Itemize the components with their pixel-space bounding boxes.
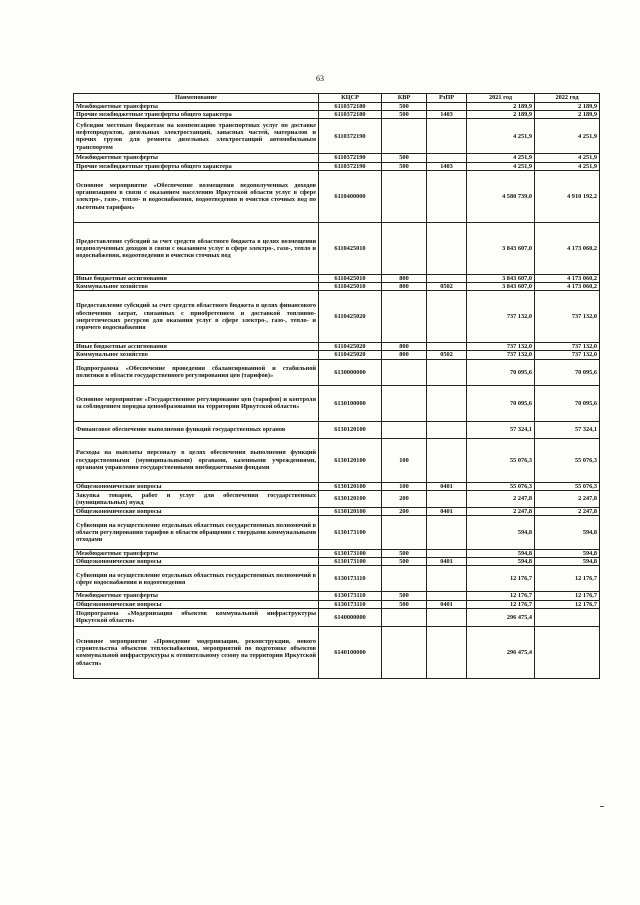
table-row xyxy=(74,550,600,558)
row-kcsr: 6130173100 xyxy=(319,550,382,558)
row-2021: 296 475,4 xyxy=(467,608,535,626)
row-name: Прочие межбюджетные трансферты общего характера xyxy=(74,162,319,170)
row-2022: 2 189,9 xyxy=(535,103,600,111)
row-rzpr xyxy=(427,222,467,274)
row-rzpr xyxy=(427,103,467,111)
table-row xyxy=(74,626,600,678)
row-kvr xyxy=(382,516,427,550)
table-row xyxy=(74,343,600,351)
row-name: Общеэкономические вопросы xyxy=(74,482,319,490)
row-kvr: 800 xyxy=(382,283,427,291)
row-2022: 737 132,0 xyxy=(535,343,600,351)
row-kcsr: 6130120100 xyxy=(319,507,382,515)
row-kcsr: 6110425010 xyxy=(319,222,382,274)
row-rzpr xyxy=(427,421,467,438)
row-2021: 4 251,9 xyxy=(467,154,535,162)
row-name: Субвенции на осуществление отдельных областных государственных полномочий в области регулирования тарифов в области обращения с твердыми коммунальными отходами xyxy=(74,516,319,550)
row-2021: 70 095,6 xyxy=(467,359,535,385)
row-kcsr: 6110425010 xyxy=(319,274,382,282)
table-row xyxy=(74,592,600,600)
row-name: Основное мероприятие «Проведение модернизации, реконструкции, нового строительства объектов теплоснабжения, мероприятий по подготовке объектов коммунальной инфраструктуры к отопительному сезону на территории Иркутской области» xyxy=(74,626,319,678)
table-row xyxy=(74,482,600,490)
row-name: Предоставление субсидий за счет средств областного бюджета в целях финансового обеспечения затрат, связанных с приобретением и доставкой топливно-энергетических ресурсов для оказания услуг в сфере электро-, газо-, тепло- и горячего водоснабжения xyxy=(74,291,319,343)
row-rzpr xyxy=(427,626,467,678)
row-kvr: 800 xyxy=(382,351,427,359)
row-rzpr xyxy=(427,516,467,550)
row-name: Подпрограмма «Обеспечение проведения сбалансированной и стабильной политики в области государственного регулирования цен (тарифов)» xyxy=(74,359,319,385)
row-rzpr xyxy=(427,490,467,507)
row-rzpr: 1403 xyxy=(427,111,467,119)
row-name: Расходы на выплаты персоналу в целях обеспечения выполнения функций государственными (муниципальными) органами, казенными учреждениями, органами управления государственными внебюджетными фондами xyxy=(74,438,319,482)
row-kcsr: 6130173110 xyxy=(319,600,382,608)
row-kcsr: 6130100000 xyxy=(319,385,382,421)
row-2022: 57 324,1 xyxy=(535,421,600,438)
table-row xyxy=(74,516,600,550)
row-2021: 3 843 607,0 xyxy=(467,222,535,274)
row-2021: 4 251,9 xyxy=(467,119,535,154)
table-row xyxy=(74,170,600,222)
table-row xyxy=(74,154,600,162)
row-kcsr: 6110400000 xyxy=(319,170,382,222)
row-2022: 2 247,8 xyxy=(535,507,600,515)
row-rzpr xyxy=(427,608,467,626)
row-name: Субсидии местным бюджетам на компенсацию транспортных услуг по доставке нефтепродуктов, дизельных электростанций, запасных частей, материалов и прочих грузов для ремонта дизельных электростанций автомобильным транспортом xyxy=(74,119,319,154)
row-2021: 2 189,9 xyxy=(467,111,535,119)
row-2021: 12 176,7 xyxy=(467,566,535,592)
row-kcsr: 6130173100 xyxy=(319,558,382,566)
row-kvr: 500 xyxy=(382,558,427,566)
row-2022: 70 095,6 xyxy=(535,385,600,421)
table-row xyxy=(74,111,600,119)
row-2021: 70 095,6 xyxy=(467,385,535,421)
row-kcsr: 6130173110 xyxy=(319,592,382,600)
row-kvr: 200 xyxy=(382,490,427,507)
row-2022: 4 173 060,2 xyxy=(535,274,600,282)
row-2022: 4 173 060,2 xyxy=(535,283,600,291)
row-2022: 594,8 xyxy=(535,558,600,566)
header-2022: 2022 год xyxy=(535,94,600,103)
row-kcsr: 6130120100 xyxy=(319,490,382,507)
row-2022: 12 176,7 xyxy=(535,600,600,608)
row-rzpr: 0401 xyxy=(427,558,467,566)
row-name: Межбюджетные трансферты xyxy=(74,103,319,111)
table-row xyxy=(74,291,600,343)
row-2021: 296 475,4 xyxy=(467,626,535,678)
row-kcsr: 6110372190 xyxy=(319,119,382,154)
row-2022: 2 189,9 xyxy=(535,111,600,119)
row-kcsr: 6140000000 xyxy=(319,608,382,626)
table-row xyxy=(74,103,600,111)
row-2021: 55 076,3 xyxy=(467,482,535,490)
table-row xyxy=(74,222,600,274)
row-2022: 737 132,0 xyxy=(535,291,600,343)
row-2022: 594,8 xyxy=(535,550,600,558)
row-2022: 4 910 192,2 xyxy=(535,170,600,222)
row-2021: 2 247,8 xyxy=(467,490,535,507)
row-2022: 594,8 xyxy=(535,516,600,550)
row-2022: 55 076,3 xyxy=(535,482,600,490)
row-name: Иные бюджетные ассигнования xyxy=(74,343,319,351)
row-name: Коммунальное хозяйство xyxy=(74,283,319,291)
row-2022: 55 076,3 xyxy=(535,438,600,482)
row-name: Общеэкономические вопросы xyxy=(74,507,319,515)
row-kvr: 200 xyxy=(382,507,427,515)
row-name: Иные бюджетные ассигнования xyxy=(74,274,319,282)
table-row xyxy=(74,274,600,282)
row-kcsr: 6130173110 xyxy=(319,566,382,592)
row-rzpr xyxy=(427,566,467,592)
header-name: Наименование xyxy=(74,94,319,103)
row-name: Общеэкономические вопросы xyxy=(74,558,319,566)
row-2021: 2 189,9 xyxy=(467,103,535,111)
row-kcsr: 6130120100 xyxy=(319,421,382,438)
row-2022: 2 247,8 xyxy=(535,490,600,507)
table-row xyxy=(74,162,600,170)
row-rzpr xyxy=(427,550,467,558)
row-2021: 12 176,7 xyxy=(467,592,535,600)
row-kcsr: 6110372190 xyxy=(319,154,382,162)
row-kvr: 800 xyxy=(382,343,427,351)
row-name: Подпрограмма «Модернизация объектов коммунальной инфраструктуры Иркутской области» xyxy=(74,608,319,626)
row-name: Основное мероприятие «Государственное регулирование цен (тарифов) и контроля за соблюдением порядка ценообразования на территории Иркутской области» xyxy=(74,385,319,421)
table-row xyxy=(74,351,600,359)
row-rzpr xyxy=(427,385,467,421)
row-name: Межбюджетные трансферты xyxy=(74,154,319,162)
row-name: Прочие межбюджетные трансферты общего характера xyxy=(74,111,319,119)
row-2021: 4 580 739,0 xyxy=(467,170,535,222)
row-kvr xyxy=(382,385,427,421)
row-kcsr: 6110425010 xyxy=(319,283,382,291)
row-rzpr: 0401 xyxy=(427,600,467,608)
row-kvr: 500 xyxy=(382,111,427,119)
row-rzpr: 0502 xyxy=(427,283,467,291)
row-2021: 737 132,0 xyxy=(467,291,535,343)
row-2022: 70 095,6 xyxy=(535,359,600,385)
row-name: Основное мероприятие «Обеспечение возмещения недополученных доходов организациям в связи с оказанием населению Иркутской области услуг в сфере электро-, газо-, тепло- и водоснабжения, водоотведения и очистки сточных вод по льготным тарифам» xyxy=(74,170,319,222)
page-number: 63 xyxy=(316,74,324,83)
row-2022: 4 251,9 xyxy=(535,162,600,170)
row-2022 xyxy=(535,626,600,678)
row-2021: 594,8 xyxy=(467,550,535,558)
row-kcsr: 6130173100 xyxy=(319,516,382,550)
row-name: Предоставление субсидий за счет средств областного бюджета в целях возмещения недополученных доходов в связи с оказанием услуг в сфере электро-, газо-, тепло и водоснабжения, водоотведения и очистки сточных вод xyxy=(74,222,319,274)
table-row xyxy=(74,421,600,438)
row-2022: 12 176,7 xyxy=(535,566,600,592)
row-2021: 594,8 xyxy=(467,558,535,566)
row-kvr xyxy=(382,222,427,274)
row-rzpr: 0401 xyxy=(427,482,467,490)
row-rzpr xyxy=(427,438,467,482)
header-kcsr: КЦСР xyxy=(319,94,382,103)
row-kcsr: 6110372180 xyxy=(319,111,382,119)
row-name: Закупка товаров, работ и услуг для обеспечения государственных (муниципальных) нужд xyxy=(74,490,319,507)
table-row xyxy=(74,600,600,608)
row-kcsr: 6130120100 xyxy=(319,438,382,482)
row-kvr: 100 xyxy=(382,438,427,482)
budget-table xyxy=(73,93,600,679)
row-2021: 594,8 xyxy=(467,516,535,550)
table-row xyxy=(74,566,600,592)
row-name: Коммунальное хозяйство xyxy=(74,351,319,359)
row-rzpr xyxy=(427,154,467,162)
row-rzpr xyxy=(427,170,467,222)
table-row xyxy=(74,385,600,421)
row-name: Межбюджетные трансферты xyxy=(74,550,319,558)
row-2021: 3 843 607,0 xyxy=(467,283,535,291)
row-kvr xyxy=(382,119,427,154)
table-row xyxy=(74,283,600,291)
table-row xyxy=(74,558,600,566)
row-name: Финансовое обеспечение выполнения функций государственных органов xyxy=(74,421,319,438)
row-kvr xyxy=(382,608,427,626)
row-kvr xyxy=(382,291,427,343)
row-2021: 57 324,1 xyxy=(467,421,535,438)
row-kcsr: 6110372190 xyxy=(319,162,382,170)
row-kvr xyxy=(382,170,427,222)
row-rzpr: 0401 xyxy=(427,507,467,515)
row-kvr: 500 xyxy=(382,162,427,170)
header-rzpr: РзПР xyxy=(427,94,467,103)
row-kvr: 800 xyxy=(382,274,427,282)
row-kvr xyxy=(382,566,427,592)
row-kvr xyxy=(382,359,427,385)
table-row xyxy=(74,438,600,482)
row-rzpr xyxy=(427,274,467,282)
row-2022: 4 173 060,2 xyxy=(535,222,600,274)
row-rzpr xyxy=(427,119,467,154)
row-kvr: 500 xyxy=(382,592,427,600)
row-kvr: 500 xyxy=(382,550,427,558)
row-kvr: 500 xyxy=(382,154,427,162)
table-row xyxy=(74,608,600,626)
row-2021: 737 132,0 xyxy=(467,351,535,359)
row-2022: 737 132,0 xyxy=(535,351,600,359)
table-row xyxy=(74,490,600,507)
header-2021: 2021 год xyxy=(467,94,535,103)
row-kcsr: 6140100000 xyxy=(319,626,382,678)
row-2022: 12 176,7 xyxy=(535,592,600,600)
row-kvr: 500 xyxy=(382,600,427,608)
row-2021: 4 251,9 xyxy=(467,162,535,170)
row-rzpr xyxy=(427,343,467,351)
row-2021: 737 132,0 xyxy=(467,343,535,351)
row-kvr: 500 xyxy=(382,103,427,111)
row-rzpr xyxy=(427,592,467,600)
row-name: Субвенции на осуществление отдельных областных государственных полномочий в сфере водоснабжения и водоотведения xyxy=(74,566,319,592)
row-rzpr xyxy=(427,359,467,385)
row-name: Межбюджетные трансферты xyxy=(74,592,319,600)
row-kcsr: 6130000000 xyxy=(319,359,382,385)
row-rzpr xyxy=(427,291,467,343)
row-2021: 55 076,3 xyxy=(467,438,535,482)
row-2021: 2 247,8 xyxy=(467,507,535,515)
row-2021: 12 176,7 xyxy=(467,600,535,608)
row-2022: 4 251,9 xyxy=(535,119,600,154)
row-rzpr: 1403 xyxy=(427,162,467,170)
table-row xyxy=(74,507,600,515)
row-kvr xyxy=(382,626,427,678)
row-kvr: 100 xyxy=(382,482,427,490)
row-2022: 4 251,9 xyxy=(535,154,600,162)
table-row xyxy=(74,359,600,385)
row-rzpr: 0502 xyxy=(427,351,467,359)
row-2022 xyxy=(535,608,600,626)
header-kvr: КВР xyxy=(382,94,427,103)
row-2021: 3 843 607,0 xyxy=(467,274,535,282)
table-header-row xyxy=(74,94,600,103)
row-kvr xyxy=(382,421,427,438)
row-name: Общеэкономические вопросы xyxy=(74,600,319,608)
row-kcsr: 6110372180 xyxy=(319,103,382,111)
row-kcsr: 6130120100 xyxy=(319,482,382,490)
row-kcsr: 6110425020 xyxy=(319,291,382,343)
scan-mark xyxy=(600,806,604,807)
row-kcsr: 6110425020 xyxy=(319,351,382,359)
row-kcsr: 6110425020 xyxy=(319,343,382,351)
table-row xyxy=(74,119,600,154)
